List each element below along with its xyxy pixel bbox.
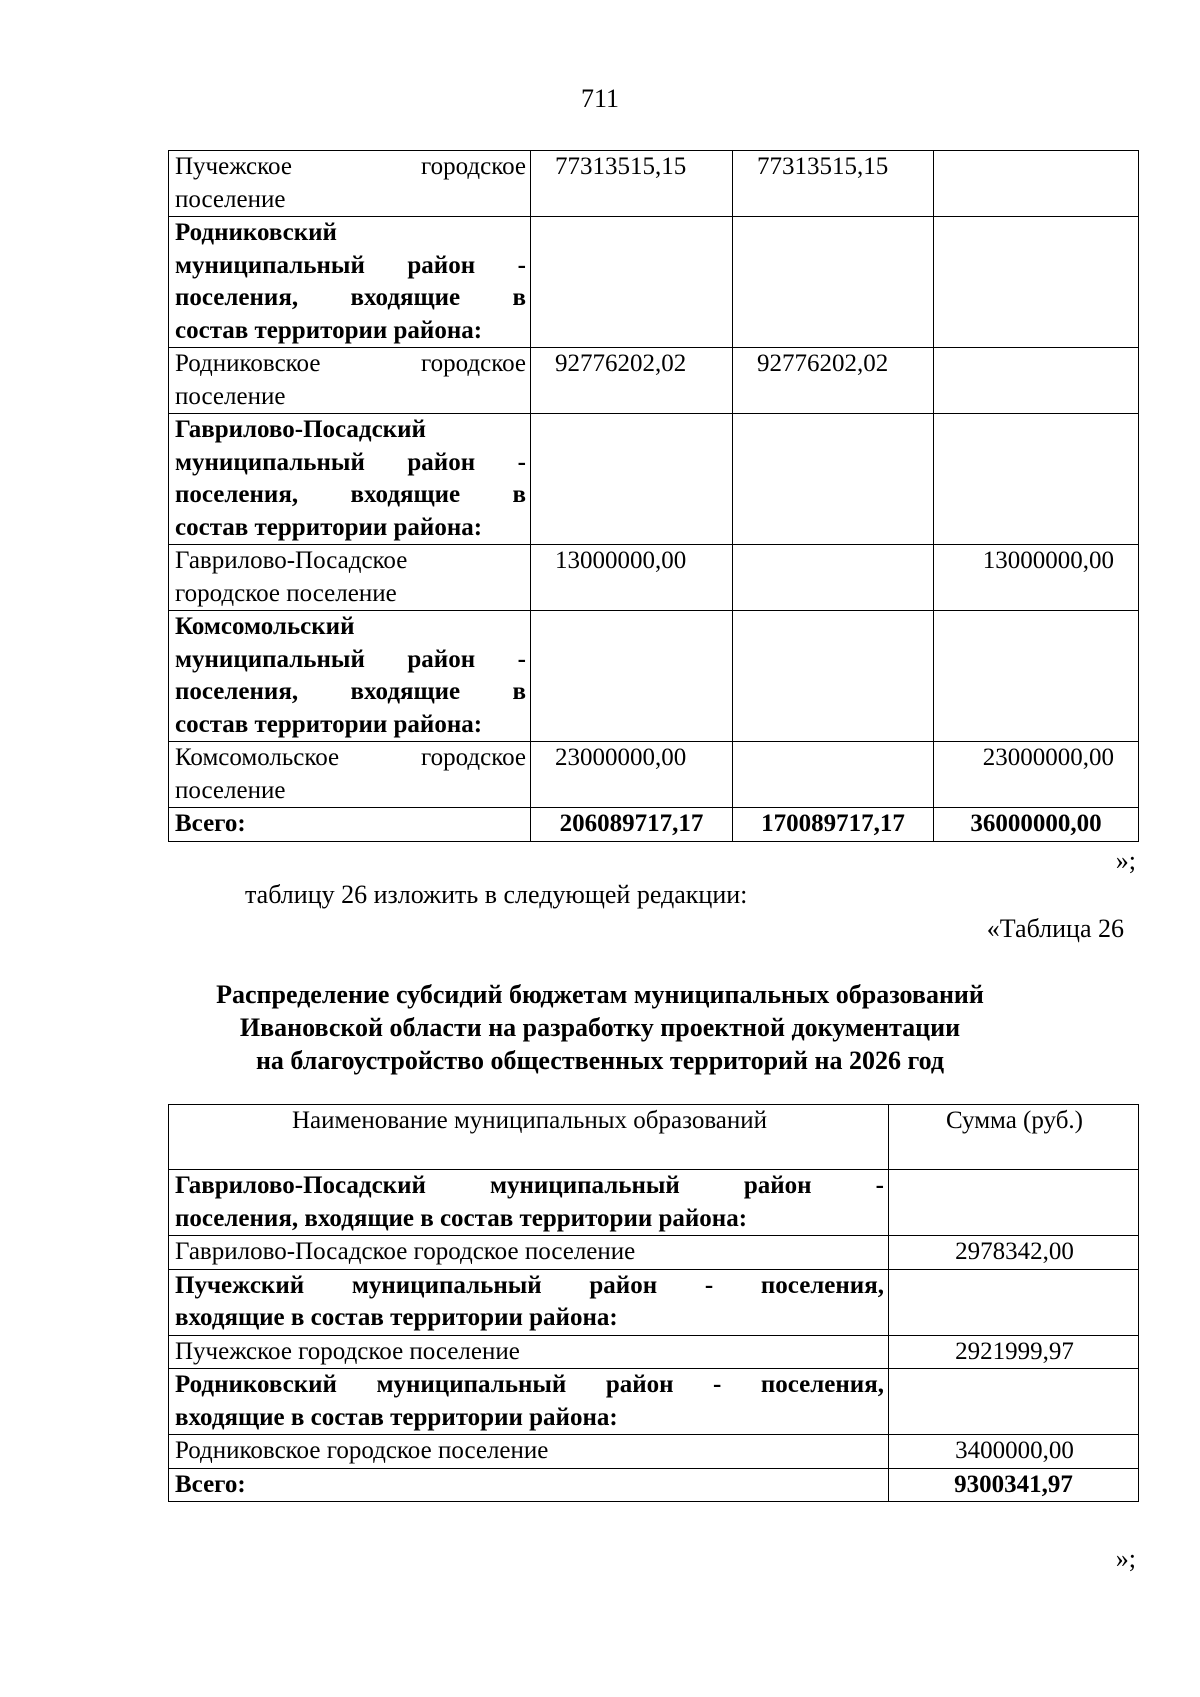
empty-cell xyxy=(531,414,733,545)
subsidy-table-26 xyxy=(168,1104,1139,1502)
group-row xyxy=(169,611,1139,742)
title-line: Распределение субсидий бюджетам муниципальных образований xyxy=(216,980,984,1009)
cell-line: поселения, входящие в xyxy=(175,678,526,705)
empty-cell xyxy=(934,611,1139,742)
cell-line: Родниковский муниципальный район - поселения, xyxy=(175,1371,884,1398)
settlement-name xyxy=(169,742,531,808)
amount: 3400000,00 xyxy=(889,1435,1139,1469)
cell-line: Гаврилово-Посадское xyxy=(175,547,408,574)
amount: 2921999,97 xyxy=(889,1335,1139,1369)
amount-total: 77313515,15 xyxy=(531,151,733,217)
amount-col2: 77313515,15 xyxy=(733,151,934,217)
total-amount: 206089717,17 xyxy=(531,808,733,842)
data-row xyxy=(169,1435,1139,1469)
group-name xyxy=(169,414,531,545)
group-name xyxy=(169,1269,889,1335)
data-row xyxy=(169,151,1139,217)
settlement-name: Гаврилово-Посадское городское поселение xyxy=(169,1236,889,1270)
page-number: 711 xyxy=(580,84,620,113)
group-row xyxy=(169,1369,1139,1435)
cell-line: Пучежское городское xyxy=(175,153,526,180)
empty-cell xyxy=(531,217,733,348)
empty-cell xyxy=(733,217,934,348)
group-row xyxy=(169,217,1139,348)
group-name xyxy=(169,217,531,348)
amount-col3 xyxy=(934,151,1139,217)
cell-line: входящие в состав территории района: xyxy=(175,1304,618,1331)
cell-line: поселение xyxy=(175,185,286,213)
amount-total: 13000000,00 xyxy=(531,545,733,611)
group-row xyxy=(169,414,1139,545)
cell-line: Пучежский муниципальный район - поселения, xyxy=(175,1271,884,1299)
data-row xyxy=(169,348,1139,414)
total-label: Всего: xyxy=(169,808,531,842)
cell-line: Комсомольский xyxy=(175,613,355,640)
empty-cell xyxy=(733,611,934,742)
amount-col2: 92776202,02 xyxy=(733,348,934,414)
amount-col2 xyxy=(733,742,934,808)
group-name xyxy=(169,1170,889,1236)
cell-line: муниципальный район - xyxy=(175,448,526,476)
instruction-text: таблицу 26 изложить в следующей редакции: xyxy=(245,880,748,909)
amount-col2 xyxy=(733,545,934,611)
settlement-name xyxy=(169,348,531,414)
header-row xyxy=(169,1105,1139,1170)
cell-line: Гаврилово-Посадский xyxy=(175,416,426,443)
empty-cell xyxy=(889,1369,1139,1435)
group-name xyxy=(169,611,531,742)
cell-line: поселение xyxy=(175,776,286,804)
group-row xyxy=(169,1170,1139,1236)
data-row xyxy=(169,1335,1139,1369)
empty-cell xyxy=(889,1269,1139,1335)
cell-line: муниципальный район - xyxy=(175,645,526,673)
settlement-name xyxy=(169,545,531,611)
closing-quote: »; xyxy=(1115,846,1136,875)
cell-line: Комсомольское городское xyxy=(175,744,526,771)
total-col2: 170089717,17 xyxy=(733,808,934,842)
cell-line: состав территории района: xyxy=(175,710,483,738)
header-name: Наименование муниципальных образований xyxy=(169,1105,889,1170)
cell-line: состав территории района: xyxy=(175,513,483,541)
empty-cell xyxy=(934,217,1139,348)
cell-line: состав территории района: xyxy=(175,316,483,344)
total-row xyxy=(169,1468,1139,1502)
total-amount: 9300341,97 xyxy=(889,1468,1139,1502)
amount-total: 23000000,00 xyxy=(531,742,733,808)
subsidy-table-continued xyxy=(168,150,1139,842)
amount-col3 xyxy=(934,348,1139,414)
data-row xyxy=(169,545,1139,611)
empty-cell xyxy=(889,1170,1139,1236)
header-sum: Сумма (руб.) xyxy=(889,1105,1139,1170)
amount-col3: 23000000,00 xyxy=(934,742,1139,808)
settlement-name: Пучежское городское поселение xyxy=(169,1335,889,1369)
cell-line: Гаврилово-Посадский муниципальный район - xyxy=(175,1172,884,1199)
cell-line: Родниковский xyxy=(175,219,337,246)
data-row xyxy=(169,1236,1139,1270)
amount-total: 92776202,02 xyxy=(531,348,733,414)
cell-line: городское поселение xyxy=(175,579,397,607)
cell-line: поселения, входящие в xyxy=(175,284,526,311)
settlement-name: Родниковское городское поселение xyxy=(169,1435,889,1469)
title-line: на благоустройство общественных территорий на 2026 год xyxy=(255,1046,945,1075)
empty-cell xyxy=(934,414,1139,545)
total-row xyxy=(169,808,1139,842)
title-line: Ивановской области на разработку проектной документации xyxy=(239,1013,961,1042)
total-label: Всего: xyxy=(169,1468,889,1502)
cell-line: входящие в состав территории района: xyxy=(175,1403,618,1431)
cell-line: муниципальный район - xyxy=(175,251,526,279)
data-row xyxy=(169,742,1139,808)
cell-line: поселения, входящие в состав территории района: xyxy=(175,1204,748,1232)
closing-quote: »; xyxy=(1115,1544,1136,1573)
cell-line: поселение xyxy=(175,382,286,410)
amount: 2978342,00 xyxy=(889,1236,1139,1270)
cell-line: поселения, входящие в xyxy=(175,481,526,508)
empty-cell xyxy=(733,414,934,545)
table-label: «Таблица 26 xyxy=(986,914,1124,943)
group-name xyxy=(169,1369,889,1435)
group-row xyxy=(169,1269,1139,1335)
empty-cell xyxy=(531,611,733,742)
total-col3: 36000000,00 xyxy=(934,808,1139,842)
table-title xyxy=(0,978,1200,1077)
settlement-name xyxy=(169,151,531,217)
cell-line: Родниковское городское xyxy=(175,350,526,377)
amount-col3: 13000000,00 xyxy=(934,545,1139,611)
